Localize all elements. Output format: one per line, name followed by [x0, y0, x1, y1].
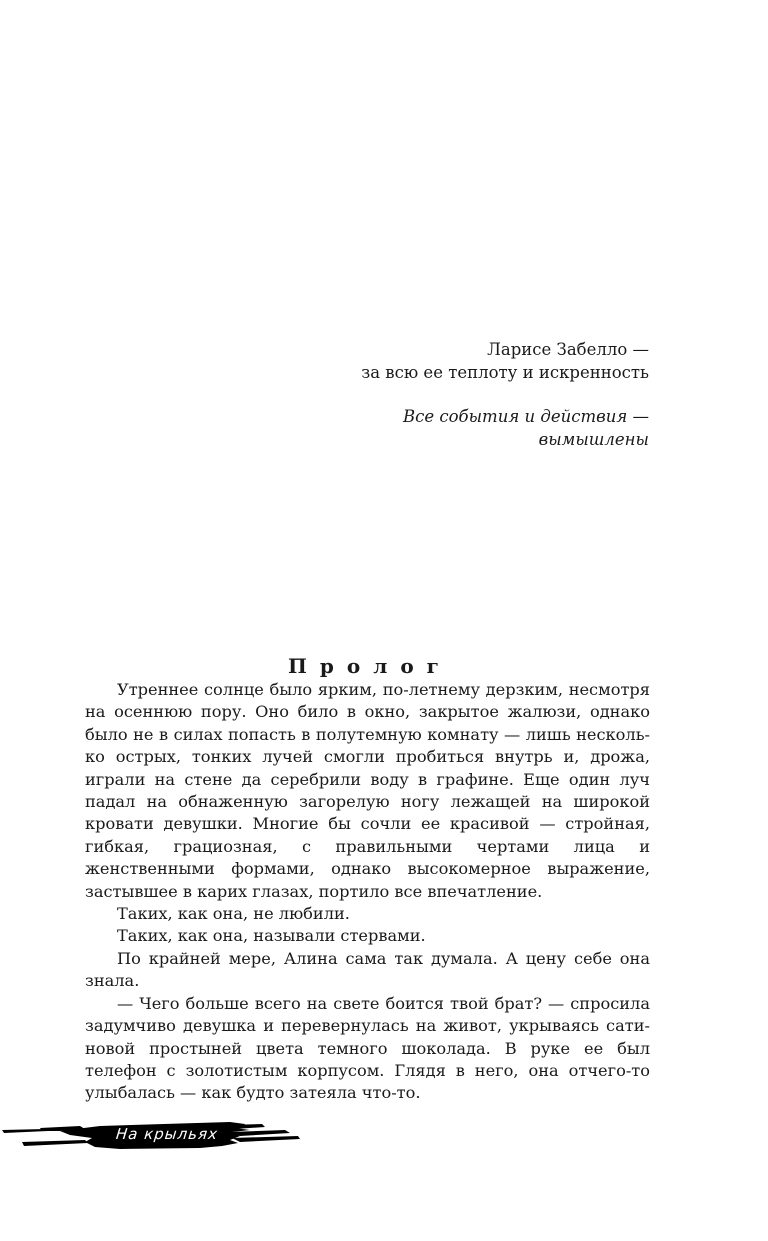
- disclaimer: [249, 405, 649, 451]
- paragraph: — Чего больше всего на свете боится твой брат? — спросила задумчиво девушка и перевернулась на живот, укрываясь сатиновой простыней цвета темного шоколада. В руке ее был телефон с золотистым корпусом. Глядя в него, она отчего-то улыбалась — как будто затеяла что-то.: [85, 993, 650, 1103]
- paragraph: По крайней мере, Алина сама так думала. А цену себе она знала.: [85, 948, 650, 991]
- disclaimer-line-2: вымышлены: [538, 430, 649, 449]
- chapter-body: [85, 679, 650, 1105]
- series-badge: [0, 1116, 305, 1156]
- paragraph: Таких, как она, не любили.: [117, 904, 350, 924]
- disclaimer-line-1: Все события и действия —: [402, 407, 649, 426]
- dedication-line-2: за всю ее теплоту и искренность: [361, 363, 649, 382]
- paragraph: Утреннее солнце было ярким, по-летнему дерзким, несмотря на осеннюю пору. Оно било в окно, закрытое жалюзи, однако было не в силах попасть в полутемную комнату — лишь несколько острых, тонких лучей смогли пробиться внутрь и, дрожа, играли на стене да серебрили воду в графине. Еще один луч падал на обнаженную загорелую ногу лежащей на широкой кровати девушки. Многие бы сочли ее красивой — стройная, гибкая, грациозная, с правильными чертами лица и женственными формами, однако высокомерное выражение, застывшее в карих глазах, портило все впечатление.: [85, 680, 650, 901]
- dedication: [249, 338, 649, 384]
- paragraph: Таких, как она, называли стервами.: [117, 926, 426, 946]
- chapter-title: Пролог: [288, 654, 452, 678]
- dedication-line-1: Ларисе Забелло —: [487, 340, 649, 359]
- series-label: На крыльях: [115, 1125, 219, 1143]
